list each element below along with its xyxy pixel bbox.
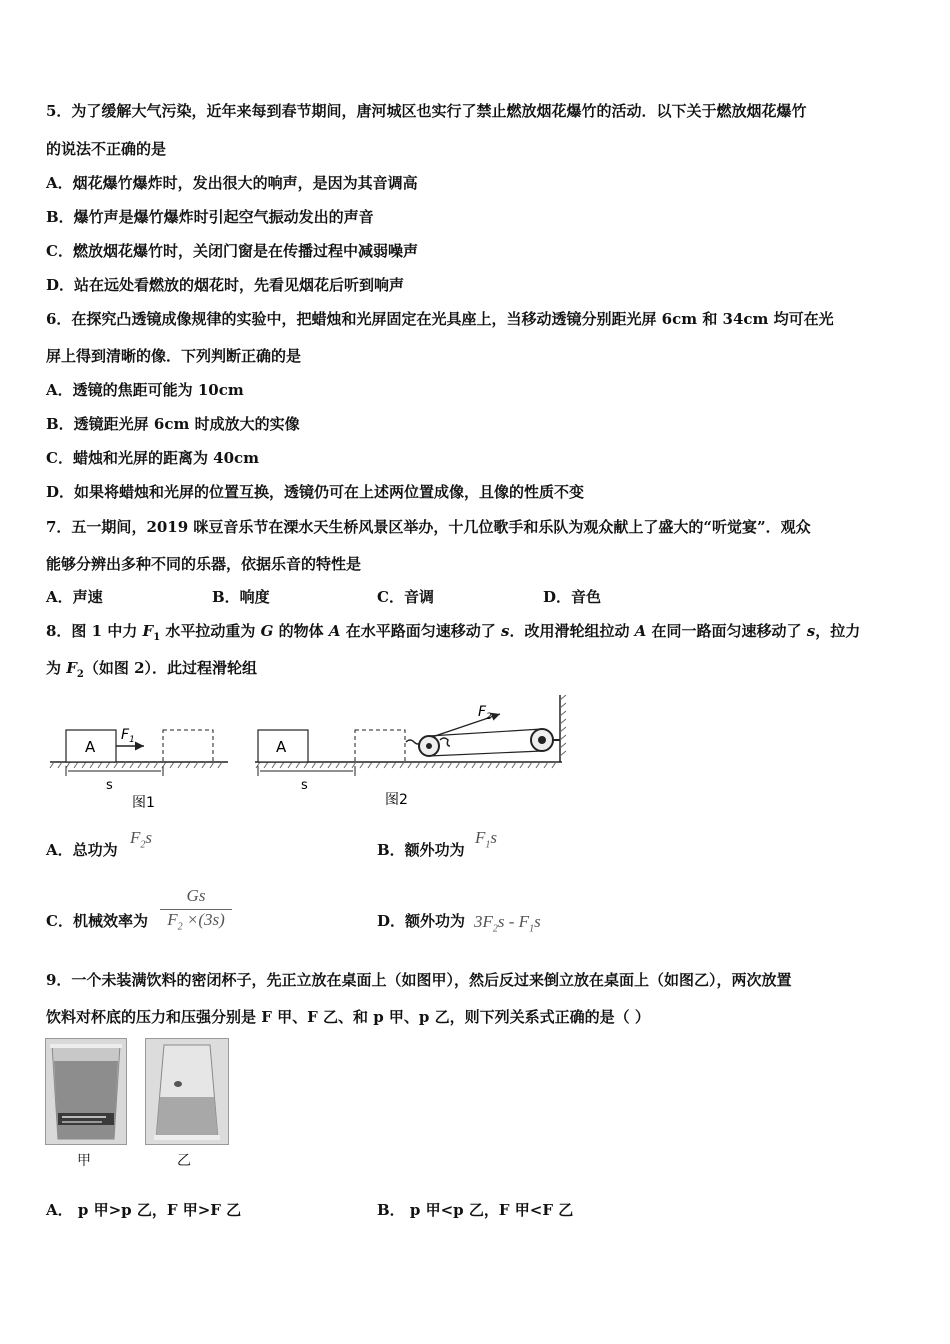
- q7-option-d: D．音色: [543, 588, 602, 606]
- q8-figures: [40, 690, 580, 815]
- q8-option-b-expression: $F_1s$: [475, 828, 498, 851]
- q8-option-d-label: D．额外功为: [377, 912, 466, 930]
- q9-photo-label-yi: 乙: [177, 1153, 191, 1169]
- fig1-caption: 图1: [132, 795, 155, 811]
- q9-stem-line2: 饮料对杯底的压力和压强分别是 F 甲、F 乙、和 p 甲、p 乙，则下列关系式正确的是（ ）: [46, 1008, 650, 1026]
- q5-option-c: C．燃放烟花爆竹时，关闭门窗是在传播过程中减弱噪声: [46, 242, 418, 260]
- q8-option-c-label: C．机械效率为: [46, 912, 148, 930]
- q8-option-c-denominator: $F_2 \times(3s)$: [167, 910, 225, 933]
- q8-stem-line2: 为 $F_2$（如图 2）．此过程滑轮组: [46, 659, 258, 680]
- fig2-rope-bottom: [429, 751, 542, 756]
- q6-option-c: C．蜡烛和光屏的距离为 40cm: [46, 449, 260, 467]
- fig1-ground-hatch: [50, 762, 222, 768]
- q6-option-d: D．如果将蜡烛和光屏的位置互换，透镜仍可在上述两位置成像，且像的性质不变: [46, 483, 585, 501]
- q5-stem-line1: 5．为了缓解大气污染，近年来每到春节期间，唐河城区也实行了禁止燃放烟花爆竹的活动．以下关于燃放烟花爆竹: [46, 102, 807, 120]
- fig1-block-dashed: [163, 730, 213, 762]
- q8-option-c-numerator: Gs: [186, 886, 206, 905]
- q5-option-d: D．站在远处看燃放的烟花时，先看见烟花后听到响声: [46, 276, 405, 294]
- fig1-diagram: [50, 727, 228, 811]
- fig2-hook-right: [440, 738, 450, 746]
- q7-option-c: C．音调: [377, 588, 434, 606]
- q7-option-b: B．响度: [212, 588, 270, 606]
- q5-stem-line2: 的说法不正确的是: [46, 140, 167, 158]
- fig1-block-label: A: [85, 738, 96, 756]
- q8-option-a-expression: $F_2s$: [130, 828, 153, 851]
- q6-option-a: A．透镜的焦距可能为 10cm: [46, 381, 244, 399]
- q9-photo-upright-cup: [45, 1038, 127, 1145]
- q5-option-a: A．烟花爆竹爆炸时，发出很大的响声，是因为其音调高: [46, 174, 418, 192]
- q7-option-a: A．声速: [46, 588, 103, 606]
- q9-option-a: A． p 甲>p 乙，F 甲>F 乙: [46, 1201, 242, 1219]
- q6-option-b: B．透镜距光屏 6cm 时成放大的实像: [46, 415, 300, 433]
- q6-stem-line1: 6．在探究凸透镜成像规律的实验中，把蜡烛和光屏固定在光具座上，当移动透镜分别距光屏 6cm 和 34cm 均可在光: [46, 310, 834, 328]
- fig1-distance-label: s: [106, 778, 113, 793]
- q8-option-a-label: A．总功为: [46, 841, 118, 859]
- q9-photo-label-jia: 甲: [77, 1153, 91, 1169]
- q7-stem-line2: 能够分辨出多种不同的乐器，依据乐音的特性是: [46, 555, 362, 573]
- q8-option-c-fraction: [160, 886, 232, 936]
- q9-photo-inverted-cup: [145, 1038, 229, 1145]
- fig2-ground-hatch: [256, 762, 556, 768]
- q8-stem-line1: 8．图 1 中力 $F_1$ 水平拉动重为 G 的物体 A 在水平路面匀速移动了 s．改用滑轮组拉动 A 在同一路面匀速移动了 s，拉力: [46, 622, 861, 643]
- q7-stem-line1: 7．五一期间，2019 咪豆音乐节在溧水天生桥风景区举办，十几位歌手和乐队为观众献上了盛大的“听觉宴”．观众: [46, 518, 811, 536]
- fig2-block-dashed: [355, 730, 405, 762]
- fig2-caption: 图2: [385, 792, 408, 808]
- fig2-distance-label: s: [301, 778, 308, 793]
- fig2-block-label: A: [276, 738, 287, 756]
- q9-option-b: B． p 甲<p 乙，F 甲<F 乙: [377, 1201, 574, 1219]
- fig2-diagram: [255, 695, 566, 808]
- q6-stem-line2: 屏上得到清晰的像．下列判断正确的是: [46, 347, 302, 365]
- q9-stem-line1: 9．一个未装满饮料的密闭杯子，先正立放在桌面上（如图甲），然后反过来倒立放在桌面上（如图乙），两次放置: [46, 971, 792, 989]
- q8-option-d-expression: $3F_2s - F_1s$: [474, 912, 541, 935]
- fig2-force-label: $F_2$: [478, 704, 492, 722]
- q5-option-b: B．爆竹声是爆竹爆炸时引起空气振动发出的声音: [46, 208, 374, 226]
- q8-option-b-label: B．额外功为: [377, 841, 465, 859]
- fig1-force-label: $F_1$: [121, 727, 135, 745]
